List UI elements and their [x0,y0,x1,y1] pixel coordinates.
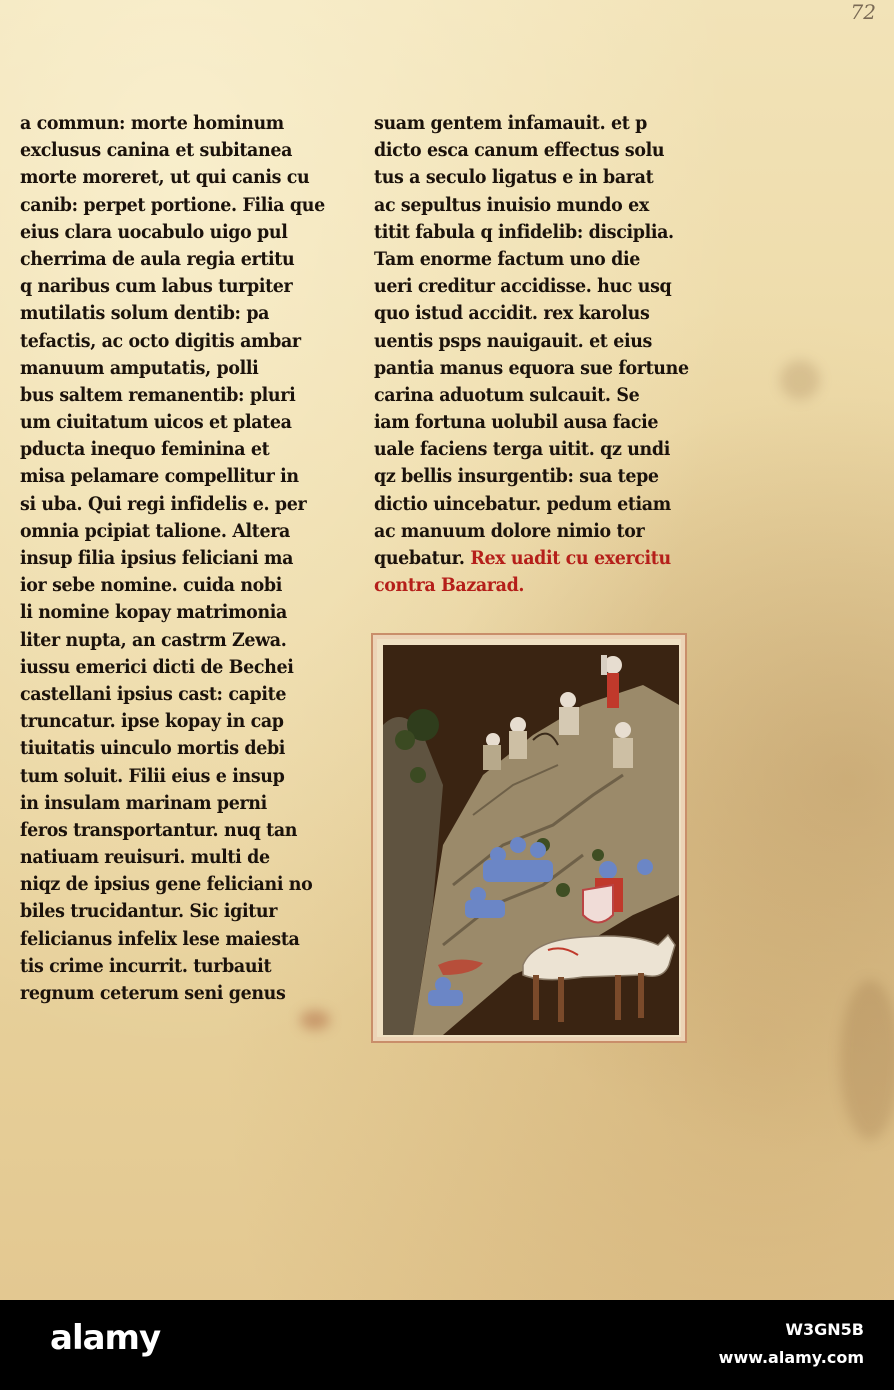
edge-stain [840,980,894,1140]
alamy-logo: alamy [50,1318,161,1358]
text-line: tis crime incurrit. turbauit [20,954,272,977]
text-line: ior sebe nomine. cuida nobi [20,574,283,597]
text-line: dictio uincebatur. pedum etiam [374,492,671,515]
folio-number: 72 [850,0,876,24]
rubric-line-1 [374,545,689,572]
text-line: ac manuum dolore nimio tor [374,519,645,542]
text-line: misa pelamare compellitur in [20,465,299,488]
text-line: tus a seculo ligatus e in barat [374,166,654,189]
text-line: niqz de ipsius gene feliciani no [20,873,313,896]
text-line: a commun: morte hominum [20,112,284,134]
battle-scene [383,645,679,1035]
text-line: pantia manus equora sue fortune [374,356,689,379]
text-line: omnia pcipiat talione. Altera [20,519,290,542]
text-line: feros transportantur. nuq tan [20,818,298,841]
text-line: bus saltem remanentib: pluri [20,383,296,406]
bush [556,883,570,897]
text-line: felicianus infelix lese maiesta [20,927,300,950]
text-line: liter nupta, an castrm Zewa. [20,628,287,651]
text-line: tiuitatis uinculo mortis debi [20,737,286,760]
text-line: biles trucidantur. Sic igitur [20,900,278,923]
rubric-heading: Rex uadit cu exercitu [470,547,671,569]
text-line: si uba. Qui regi infidelis e. per [20,492,307,515]
text-line: insup filia ipsius feliciani ma [20,547,294,569]
miniature-illustration [373,635,685,1041]
text-line: li nomine kopay matrimonia [20,601,287,624]
text-line: tum soluit. Filii eius e insup [20,764,285,787]
watermark-url: www.alamy.com [718,1348,864,1367]
text-line: morte moreret, ut qui canis cu [20,166,310,189]
text-line: carina aduotum sulcauit. Se [374,383,640,406]
text-line: exclusus canina et subitanea [20,139,293,162]
edge-stain [780,360,820,400]
text-line: castellani ipsius cast: capite [20,682,287,705]
text-line: canib: perpet portione. Filia que [20,193,325,216]
text-line: iam fortuna uolubil ausa facie [374,411,659,434]
text-line: pducta inequo feminina et [20,438,270,461]
tree [410,767,426,783]
text-line: mutilatis solum dentib: pa [20,302,270,325]
text-line: natiuam reuisuri. multi de [20,846,270,869]
text-line: q naribus cum labus turpiter [20,275,293,298]
text-column-right-lines [374,110,717,545]
text-line: tefactis, ac octo digitis ambar [20,329,301,352]
shield [583,885,613,923]
text-line: manuum amputatis, polli [20,356,259,379]
text-line: qz bellis insurgentib: sua tepe [374,465,659,488]
tree [395,730,415,750]
text-column-left [20,110,352,1007]
text-line: dicto esca canum effectus solu [374,139,665,162]
text-line: quebatur. [374,547,465,569]
text-line: suam gentem infamauit. et p [374,112,647,134]
text-line: titit fabula q infidelib: disciplia. [374,220,674,243]
text-column-right [374,110,717,599]
text-line: regnum ceterum seni genus [20,982,286,1004]
bush [592,849,604,861]
text-line: um ciuitatum uicos et platea [20,411,292,434]
text-line: in insulam marinam perni [20,791,267,814]
rubric-line-2: contra Bazarad. [374,574,525,597]
text-line: uentis psps nauigauit. et eius [374,329,652,352]
text-line: iussu emerici dicti de Bechei [20,655,294,678]
text-line: truncatur. ipse kopay in cap [20,710,284,733]
text-line: eius clara uocabulo uigo pul [20,220,288,243]
text-line: cherrima de aula regia ertitu [20,247,295,270]
text-line: ac sepultus inuisio mundo ex [374,193,649,216]
text-line: ueri creditur accidisse. huc usq [374,275,672,298]
image-id: W3GN5B [785,1320,864,1339]
ink-blot [300,1010,330,1030]
text-line: quo istud accidit. rex karolus [374,302,650,325]
text-line: Tam enorme factum uno die [374,247,640,270]
text-line: uale faciens terga uitit. qz undi [374,438,670,461]
